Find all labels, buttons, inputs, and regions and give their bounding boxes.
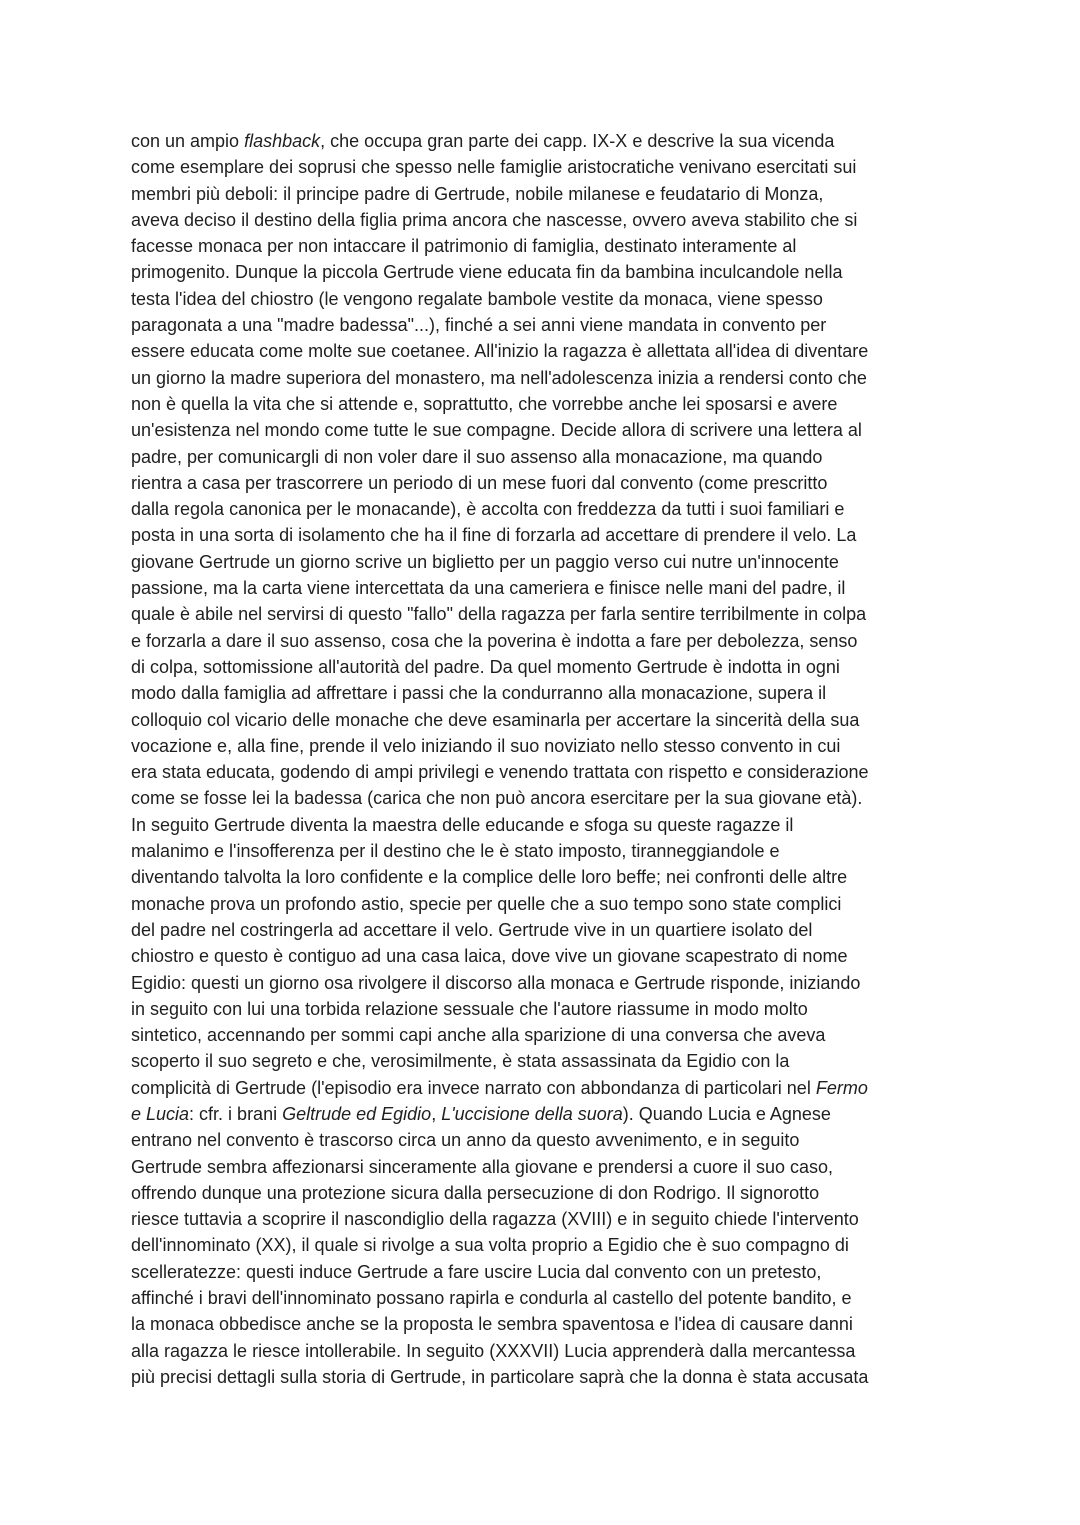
text-segment: passione, ma la carta viene intercettata da una cameriera e finisce nelle mani del padre, il [131, 578, 846, 599]
text-segment: alla ragazza le riesce intollerabile. In seguito (XXXVII) Lucia apprenderà dalla mercantessa [131, 1340, 856, 1361]
text-line [131, 1048, 961, 1074]
text-line [131, 733, 961, 759]
text-line [131, 680, 961, 706]
text-segment: dalla regola canonica per le monacande), è accolta con freddezza da tutti i suoi familiari e [131, 499, 845, 520]
text-line [131, 338, 961, 364]
text-line [131, 233, 961, 259]
text-segment: come esemplare dei soprusi che spesso nelle famiglie aristocratiche venivano esercitati sui [131, 157, 857, 178]
text-line [131, 917, 961, 943]
text-segment: chiostro e questo è contiguo ad una casa laica, dove vive un giovane scapestrato di nome [131, 946, 848, 967]
text-segment: , che occupa gran parte dei capp. IX-X e descrive la sua vicenda [320, 131, 835, 151]
text-line [131, 312, 961, 338]
text-segment: di colpa, sottomissione all'autorità del padre. Da quel momento Gertrude è indotta in ogni [131, 656, 840, 677]
text-line [131, 1154, 961, 1180]
text-segment: Gertrude sembra affezionarsi sinceramente alla giovane e prendersi a cuore il suo caso, [131, 1156, 834, 1177]
text-line [131, 365, 961, 391]
text-line [131, 496, 961, 522]
text-line [131, 970, 961, 996]
text-line [131, 1127, 961, 1153]
text-line [131, 259, 961, 285]
text-segment: complicità di Gertrude (l'episodio era invece narrato con abbondanza di particolari nel [131, 1077, 816, 1098]
text-line [131, 470, 961, 496]
text-segment: padre, per comunicargli di non voler dare il suo assenso alla monacazione, ma quando [131, 446, 823, 467]
text-line [131, 154, 961, 180]
text-segment: del padre nel costringerla ad accettare il velo. Gertrude vive in un quartiere isolato del [131, 919, 813, 940]
text-segment: colloquio col vicario delle monache che deve esaminarla per accertare la sincerità della sua [131, 709, 860, 730]
text-segment: la monaca obbedisce anche se la proposta le sembra spaventosa e l'idea di causare danni [131, 1314, 853, 1335]
text-segment: entrano nel convento è trascorso circa un anno da questo avvenimento, e in seguito [131, 1130, 800, 1151]
text-line [131, 1364, 961, 1390]
text-line [131, 785, 961, 811]
text-line [131, 522, 961, 548]
text-line [131, 286, 961, 312]
italic-text: e Lucia [131, 1103, 190, 1124]
text-line [131, 1232, 961, 1258]
text-line [131, 181, 961, 207]
text-segment: più precisi dettagli sulla storia di Gertrude, in particolare saprà che la donna è stata accusata [131, 1366, 869, 1387]
text-line [131, 996, 961, 1022]
text-segment: ). Quando Lucia e Agnese [622, 1103, 831, 1124]
text-line [131, 1285, 961, 1311]
text-line [131, 601, 961, 627]
text-line [131, 812, 961, 838]
text-line [131, 654, 961, 680]
text-segment: vocazione e, alla fine, prende il velo iniziando il suo noviziato nello stesso convento in cui [131, 735, 841, 756]
text-line [131, 128, 961, 154]
text-line [131, 628, 961, 654]
text-segment: era stata educata, godendo di ampi privilegi e venendo trattata con rispetto e considerazione [131, 762, 869, 783]
italic-text: flashback [244, 131, 321, 151]
text-segment: modo dalla famiglia ad affrettare i passi che la condurranno alla monacazione, supera il [131, 683, 827, 704]
text-line [131, 838, 961, 864]
text-segment: essere educata come molte sue coetanee. All'inizio la ragazza è allettata all'idea di diventare [131, 341, 869, 362]
italic-text: L'uccisione della suora [441, 1103, 623, 1124]
text-line [131, 417, 961, 443]
text-segment: con un ampio [131, 131, 245, 151]
text-line [131, 1311, 961, 1337]
text-segment: malanimo e l'insofferenza per il destino che le è stato imposto, tiranneggiandole e [131, 841, 780, 862]
text-segment: posta in una sorta di isolamento che ha il fine di forzarla ad accettare di prendere il velo. La [131, 525, 857, 546]
text-line [131, 1075, 961, 1101]
text-segment: sintetico, accennando per sommi capi anche alla sparizione di una conversa che aveva [131, 1025, 826, 1046]
text-line [131, 891, 961, 917]
text-segment: diventando talvolta la loro confidente e la complice delle loro beffe; nei confronti delle altre [131, 867, 848, 888]
text-line [131, 1338, 961, 1364]
text-line [131, 707, 961, 733]
body-paragraph [131, 128, 961, 1390]
text-segment: In seguito Gertrude diventa la maestra delle educande e sfoga su queste ragazze il [131, 814, 794, 835]
italic-text: Fermo [815, 1077, 868, 1098]
text-segment: un giorno la madre superiora del monastero, ma nell'adolescenza inizia a rendersi conto che [131, 367, 867, 388]
text-segment: : cfr. i brani [189, 1103, 283, 1124]
text-line [131, 1101, 961, 1127]
text-segment: Egidio: questi un giorno osa rivolgere il discorso alla monaca e Gertrude risponde, iniziando [131, 972, 861, 993]
text-line [131, 943, 961, 969]
text-segment: offrendo dunque una protezione sicura dalla persecuzione di don Rodrigo. Il signorotto [131, 1182, 820, 1203]
text-segment: facesse monaca per non intaccare il patrimonio di famiglia, destinato interamente al [131, 236, 797, 257]
text-line [131, 1259, 961, 1285]
text-segment: e forzarla a dare il suo assenso, cosa che la poverina è indotta a fare per debolezza, senso [131, 630, 858, 651]
text-line [131, 1180, 961, 1206]
text-segment: un'esistenza nel mondo come tutte le sue compagne. Decide allora di scrivere una lettera al [131, 420, 862, 441]
text-segment: aveva deciso il destino della figlia prima ancora che nascesse, ovvero aveva stabilito che si [131, 209, 858, 230]
text-segment: come se fosse lei la badessa (carica che non può ancora esercitare per la sua giovane età). [131, 788, 863, 809]
text-segment: rientra a casa per trascorrere un periodo di un mese fuori dal convento (come prescritto [131, 472, 828, 493]
text-line [131, 444, 961, 470]
text-segment: monache prova un profondo astio, specie per quelle che a suo tempo sono state complici [131, 893, 842, 914]
text-segment: riesce tuttavia a scoprire il nascondiglio della ragazza (XVIII) e in seguito chiede l'intervento [131, 1209, 859, 1230]
text-segment: paragonata a una "madre badessa"...), finché a sei anni viene mandata in convento per [131, 315, 827, 336]
text-segment: dell'innominato (XX), il quale si rivolge a sua volta proprio a Egidio che è suo compagno di [131, 1235, 849, 1256]
text-segment: testa l'idea del chiostro (le vengono regalate bambole vestite da monaca, viene spesso [131, 288, 823, 309]
text-line [131, 549, 961, 575]
text-line [131, 207, 961, 233]
italic-text: Geltrude ed Egidio [282, 1103, 432, 1124]
text-segment: scelleratezze: questi induce Gertrude a fare uscire Lucia dal convento con un pretesto, [131, 1261, 822, 1282]
text-segment: giovane Gertrude un giorno scrive un biglietto per un paggio verso cui nutre un'innocente [131, 551, 839, 572]
text-line [131, 864, 961, 890]
text-line [131, 575, 961, 601]
text-segment: affinché i bravi dell'innominato possano rapirla e condurla al castello del potente bandito, e [131, 1288, 852, 1309]
text-line [131, 1022, 961, 1048]
text-line [131, 759, 961, 785]
text-line [131, 391, 961, 417]
text-segment: , [431, 1103, 442, 1124]
text-segment: quale è abile nel servirsi di questo "fallo" della ragazza per farla sentire terribilmente in colpa [131, 604, 867, 625]
text-segment: membri più deboli: il principe padre di Gertrude, nobile milanese e feudatario di Monza, [131, 183, 824, 204]
text-segment: in seguito con lui una torbida relazione sessuale che l'autore riassume in modo molto [131, 998, 808, 1019]
text-segment: scoperto il suo segreto e che, verosimilmente, è stata assassinata da Egidio con la [131, 1051, 790, 1072]
text-segment: primogenito. Dunque la piccola Gertrude viene educata fin da bambina inculcandole nella [131, 262, 843, 283]
text-segment: non è quella la vita che si attende e, soprattutto, che vorrebbe anche lei sposarsi e avere [131, 393, 838, 414]
text-line [131, 1206, 961, 1232]
